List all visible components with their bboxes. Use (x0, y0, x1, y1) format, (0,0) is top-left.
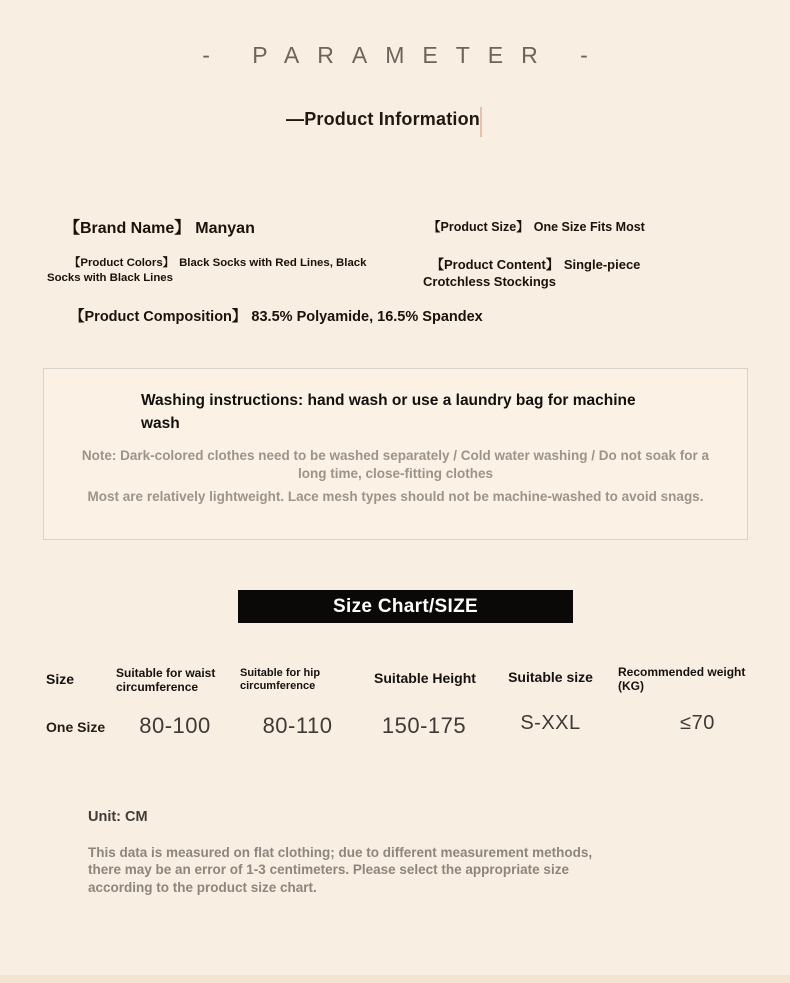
size-chart-row-height-value: 150-175 (381, 713, 467, 738)
info-product-colors (47, 256, 389, 286)
size-chart-header-weight: Recommended weight (KG) (618, 665, 746, 694)
washing-note-2: Most are relatively lightweight. Lace mesh types should not be machine-washed to avoid snags. (87, 488, 704, 504)
brand-label: 【Brand Name】 (64, 220, 191, 237)
size-chart-banner: Size Chart/SIZE (238, 590, 573, 623)
size-chart-row-suitable-size-value: S-XXL (520, 712, 581, 734)
size-chart-header-waist: Suitable for waist circumference (116, 666, 216, 695)
product-composition-value: 83.5% Polyamide, 16.5% Spandex (251, 309, 483, 325)
size-chart-row-size-name: One Size (46, 719, 106, 735)
washing-instructions-title: Washing instructions: hand wash or use a laundry bag for machine wash (141, 392, 636, 433)
cursor-artifact-line (480, 107, 482, 137)
brand-value: Manyan (195, 220, 255, 237)
product-size-label: 【Product Size】 (428, 220, 529, 234)
size-chart-header-suitable-size: Suitable size (508, 669, 593, 685)
bottom-divider-strip (0, 975, 790, 983)
info-product-composition (70, 305, 483, 326)
size-chart-row-waist-value: 80-100 (139, 713, 211, 738)
product-information-heading: —Product Information (286, 109, 480, 129)
product-size-value: One Size Fits Most (533, 220, 645, 234)
product-colors-label: 【Product Colors】 (69, 257, 175, 269)
size-chart-header-size: Size (46, 671, 75, 687)
measurement-disclaimer: This data is measured on flat clothing; due to different measurement methods, there may be an error of 1-3 centimeters. Please select the appropriate size according to the product size chart. (88, 845, 593, 895)
product-colors-value: Black Socks with Red Lines, Black Socks with Black Lines (47, 257, 367, 284)
product-composition-label: 【Product Composition】 (70, 309, 247, 325)
size-chart-header-height: Suitable Height (374, 670, 476, 686)
info-product-content (423, 257, 665, 291)
info-product-size (428, 217, 645, 235)
product-content-label: 【Product Content】 (431, 257, 559, 272)
washing-instructions-box (43, 368, 748, 540)
unit-label: Unit: CM (88, 809, 148, 825)
product-content-value: Single-piece Crotchless Stockings (423, 257, 641, 289)
parameter-title: - PARAMETER - (202, 42, 606, 68)
washing-note-1: Note: Dark-colored clothes need to be washed separately / Cold water washing / Do not soak for a long time, close-fitting clothes (81, 447, 710, 482)
info-brand (64, 215, 255, 238)
size-chart-header-hip: Suitable for hip circumference (240, 667, 321, 693)
size-chart-row-hip-value: 80-110 (262, 713, 333, 738)
size-chart-row-weight-value: ≤70 (680, 712, 715, 734)
